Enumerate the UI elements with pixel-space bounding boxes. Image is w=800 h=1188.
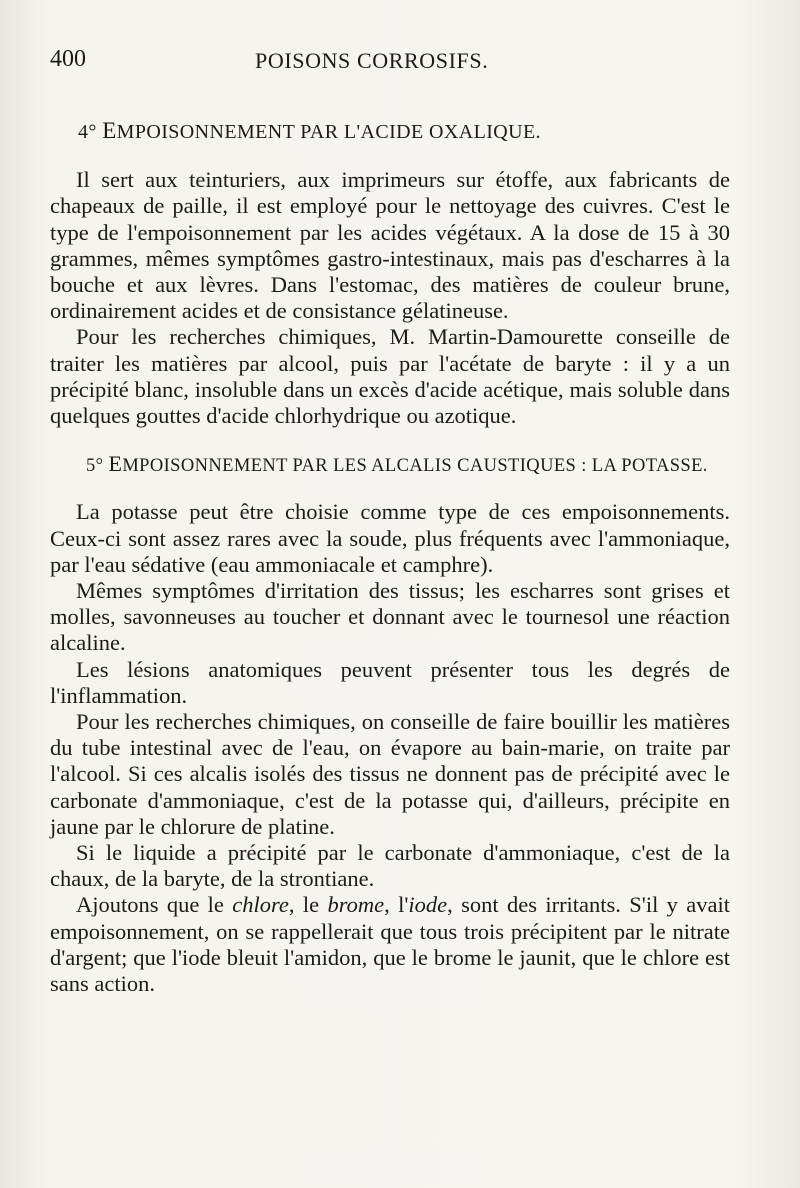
- brome-term: brome: [327, 892, 385, 918]
- final-text-4: , sont des irritants. S'il y avait empoisonnement, on se rappellerait que tous trois précipitent par le nitrate d'argent; que l'iode bleuit l'amidon, que le brome le jaunit, que le chlore est sans action.: [50, 892, 730, 997]
- section-5-paragraph: Les lésions anatomiques peuvent présenter tous les degrés de l'inflammation.: [50, 656, 730, 708]
- section-5-paragraph: Pour les recherches chimiques, on conseille de faire bouillir les matières du tube intestinal avec de l'eau, on évapore au bain-marie, on traite par l'alcool. Si ces alcalis isolés des tissus ne donnent pas de précipité avec le carbonate d'ammoniaque, c'est de la potasse qui, d'ailleurs, précipite en jaune par le chlorure de platine.: [50, 709, 730, 839]
- final-text-1: Ajoutons que le: [76, 892, 233, 918]
- page-body: [50, 118, 730, 997]
- section-5-heading: [86, 451, 730, 479]
- section-5-paragraph: Mêmes symptômes d'irritation des tissus; les escharres sont grises et molles, savonneuses au toucher et donnant avec le tournesol une réaction alcaline.: [50, 578, 730, 656]
- section-5-title-cap: E: [108, 451, 123, 477]
- section-4-paragraph: Il sert aux teinturiers, aux imprimeurs sur étoffe, aux fabricants de chapeaux de paille, il est employé pour le nettoyage des cuivres. C'est le type de l'empoisonnement par les acides végétaux. A la dose de 15 à 30 grammes, mêmes symptômes gastro-intestinaux, mais pas d'escharres à la bouche et aux lèvres. Dans l'estomac, des matières de couleur brune, ordinairement acides et de consistance gélatineuse.: [50, 167, 730, 324]
- final-text-3: , l': [384, 892, 409, 918]
- section-4-number: 4°: [78, 121, 97, 143]
- page-number: 400: [50, 46, 86, 72]
- iode-term: iode: [408, 892, 448, 918]
- section-4-title-cap: E: [102, 118, 117, 143]
- section-5-title: MPOISONNEMENT PAR LES ALCALIS CAUSTIQUES : LA POTASSE.: [122, 456, 708, 477]
- section-5-number: 5°: [86, 456, 104, 477]
- section-4-paragraph: Pour les recherches chimiques, M. Martin-Damourette conseille de traiter les matières par alcool, puis par l'acétate de baryte : il y a un précipité blanc, insoluble dans un excès d'acide acétique, mais soluble dans quelques gouttes d'acide chlorhydrique ou azotique.: [50, 324, 730, 429]
- running-title: POISONS CORROSIFS.: [255, 48, 489, 73]
- section-4-title: MPOISONNEMENT PAR L'ACIDE OXALIQUE.: [116, 121, 541, 143]
- page-header: [50, 46, 730, 82]
- section-5-paragraph: La potasse peut être choisie comme type de ces empoisonnements. Ceux-ci sont assez rares avec la soude, plus fréquents avec l'ammoniaque, par l'eau sédative (eau ammoniacale et camphre).: [50, 499, 730, 577]
- section-5-paragraph: Si le liquide a précipité par le carbonate d'ammoniaque, c'est de la chaux, de la baryte, de la strontiane.: [50, 840, 730, 892]
- section-5-final-paragraph: [50, 892, 730, 997]
- chlore-term: chlore: [232, 892, 289, 918]
- section-4-heading: [78, 118, 730, 145]
- final-text-2: , le: [288, 892, 328, 918]
